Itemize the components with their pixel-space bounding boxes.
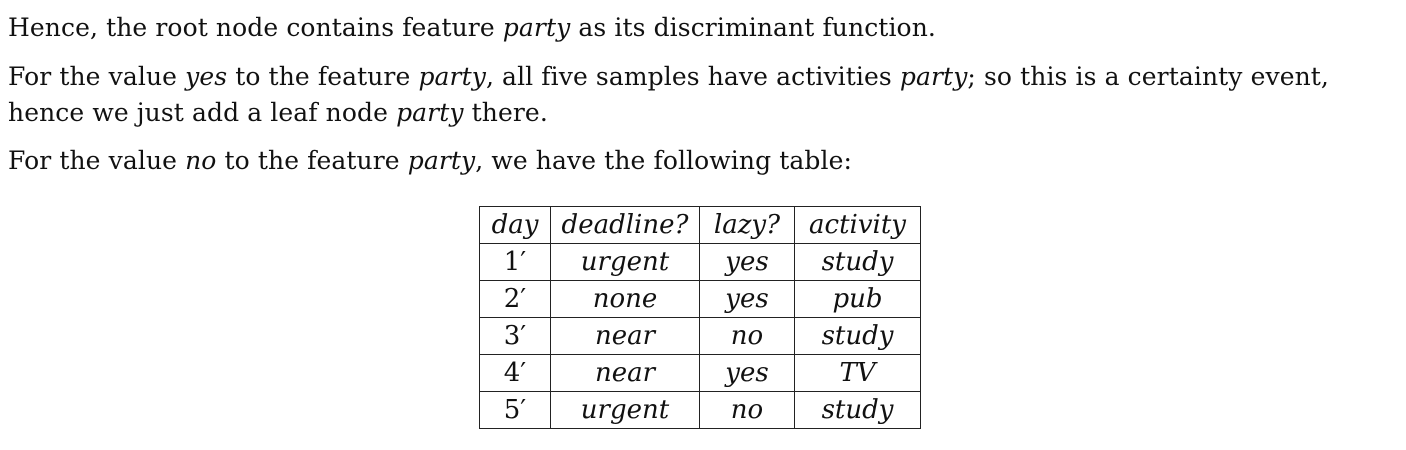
header-deadline: deadline?: [551, 207, 700, 244]
table-header-row: [480, 207, 921, 244]
text-fragment: as its discriminant function.: [570, 13, 936, 42]
cell-activity: study: [795, 318, 921, 355]
text-fragment: , we have the following table:: [475, 146, 853, 175]
emphasis-party: party: [396, 98, 464, 127]
cell-activity: TV: [795, 355, 921, 392]
header-day: day: [480, 207, 551, 244]
cell-deadline: none: [551, 281, 700, 318]
table-row: [480, 244, 921, 281]
text-fragment: Hence, the root node contains feature: [8, 13, 503, 42]
text-fragment: to the feature: [227, 62, 419, 91]
text-fragment: For the value: [8, 146, 186, 175]
text-fragment: there.: [463, 98, 548, 127]
emphasis-yes: yes: [185, 62, 228, 91]
paragraph-root-node: [8, 10, 1398, 46]
header-activity: activity: [795, 207, 921, 244]
emphasis-party: party: [407, 146, 476, 175]
table-row: [480, 281, 921, 318]
cell-deadline: urgent: [551, 392, 700, 429]
cell-lazy: yes: [700, 244, 795, 281]
emphasis-party: party: [502, 13, 571, 42]
cell-day: 4′: [480, 355, 551, 392]
cell-day: 1′: [480, 244, 551, 281]
paragraph-yes-value: [8, 59, 1398, 131]
emphasis-party: party: [418, 62, 486, 91]
cell-lazy: no: [700, 318, 795, 355]
cell-lazy: no: [700, 392, 795, 429]
cell-lazy: yes: [700, 355, 795, 392]
text-fragment: For the value: [8, 62, 186, 91]
samples-table: [479, 206, 921, 429]
table-row: [480, 355, 921, 392]
cell-activity: study: [795, 244, 921, 281]
table-row: [480, 392, 921, 429]
cell-deadline: near: [551, 318, 700, 355]
cell-lazy: yes: [700, 281, 795, 318]
cell-deadline: urgent: [551, 244, 700, 281]
emphasis-party: party: [899, 62, 968, 91]
text-fragment: , all five samples have activities: [485, 62, 900, 91]
text-fragment: ; so this is a certainty event, hence we just add a leaf node: [8, 62, 1329, 127]
cell-activity: study: [795, 392, 921, 429]
header-lazy: lazy?: [700, 207, 795, 244]
cell-deadline: near: [551, 355, 700, 392]
cell-day: 2′: [480, 281, 551, 318]
text-fragment: to the feature: [216, 146, 408, 175]
cell-day: 5′: [480, 392, 551, 429]
cell-day: 3′: [480, 318, 551, 355]
paragraph-no-value: [8, 143, 1398, 179]
table-row: [480, 318, 921, 355]
emphasis-no: no: [185, 146, 217, 175]
cell-activity: pub: [795, 281, 921, 318]
